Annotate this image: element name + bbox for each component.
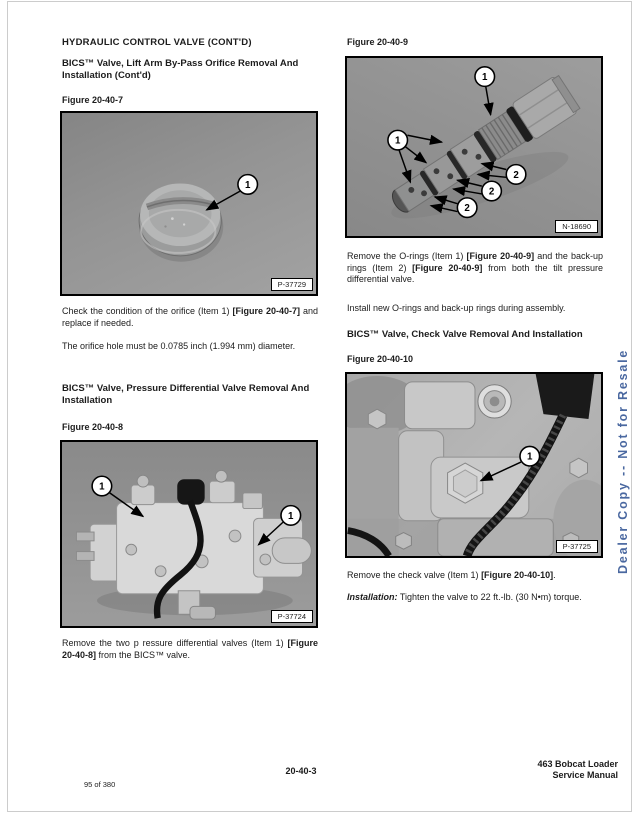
paragraph-install-new-orings: Install new O-rings and back-up rings during assembly.: [347, 303, 566, 313]
top-fitting: [210, 481, 235, 503]
left-stub: [76, 532, 94, 541]
callout-1-left-badge: [92, 476, 112, 496]
callout-2-badge: [506, 165, 526, 185]
text-run: Remove the O-rings (Item 1): [347, 251, 467, 261]
callout-arrow: [486, 86, 491, 114]
hex-bolt: [368, 409, 386, 429]
check-valve-illustration: [347, 374, 601, 556]
svg-text:1: 1: [482, 72, 488, 84]
svg-text:1: 1: [288, 510, 294, 522]
hex-bolt: [215, 470, 227, 482]
hex-bolt: [155, 566, 166, 577]
text-run: Remove the check valve (Item 1): [347, 570, 482, 580]
figure-reference: [Figure 20-40-9]: [466, 251, 535, 261]
figure-9-label: Figure 20-40-9: [347, 37, 409, 47]
figure-7-label: Figure 20-40-7: [62, 95, 124, 105]
svg-text:2: 2: [513, 169, 519, 181]
figure-10-label: Figure 20-40-10: [347, 354, 414, 364]
text-run: and the back-up rings (Item 2): [347, 251, 603, 273]
figure-20-40-7-photo: [60, 111, 318, 296]
text-run: Tighten the valve to 22 ft.-lb. (30 N•m) torque.: [397, 592, 582, 602]
callout-1-badge: [238, 175, 258, 195]
speckle: [183, 223, 185, 225]
orifice-plug-illustration: [62, 113, 316, 294]
svg-text:2: 2: [488, 186, 495, 198]
hex-bolt: [229, 530, 241, 542]
figure-20-40-8-photo: [60, 440, 318, 628]
hex-bolt: [396, 533, 412, 550]
left-stub: [76, 552, 94, 561]
black-connector: [536, 374, 595, 419]
svg-text:1: 1: [99, 481, 105, 493]
paragraph-orifice-diameter: The orifice hole must be 0.0785 inch (1.994 mm) diameter.: [62, 341, 296, 351]
subsection-title-check-valve: BICS™ Valve, Check Valve Removal And Installation: [347, 329, 583, 340]
shiny-fitting-core: [490, 397, 500, 407]
figure-reference: [Figure 20-40-7]: [232, 306, 300, 316]
paragraph-remove-pressure-valves: [62, 638, 318, 661]
text-run: Remove the two p ressure differential valves (Item 1): [62, 638, 288, 648]
subsection-title-bypass-orifice: BICS™ Valve, Lift Arm By-Pass Orifice Removal And Installation (Cont'd): [62, 58, 299, 81]
bics-valve-illustration: [62, 442, 316, 626]
top-fitting: [131, 485, 154, 505]
callout-1-badge: [520, 446, 540, 466]
photo-id-badge: P-37725: [556, 540, 598, 553]
section-heading: HYDRAULIC CONTROL VALVE (CONT'D): [62, 37, 252, 48]
photo-id-badge: N-18690: [555, 220, 598, 233]
paragraph-check-orifice: [62, 306, 318, 329]
footer-page-number: 95 of 380: [84, 780, 116, 789]
photo-id-badge: P-37724: [271, 610, 313, 623]
footer-doc-title: [420, 759, 618, 781]
callout-arrow: [405, 146, 427, 163]
paragraph-installation-torque: [347, 592, 603, 604]
svg-text:1: 1: [244, 179, 251, 191]
valve-main-body: [117, 503, 264, 594]
dealer-copy-watermark: Dealer Copy -- Not for Resale: [616, 348, 630, 574]
figure-20-40-10-photo: [345, 372, 603, 558]
svg-text:1: 1: [527, 451, 533, 463]
subsection-title-pressure-differential: BICS™ Valve, Pressure Differential Valve Removal And Installation: [62, 383, 310, 406]
callout-2-badge: [482, 181, 502, 201]
hex-bolt: [126, 544, 137, 555]
footer-doc-line1: 463 Bobcat Loader: [537, 759, 618, 769]
hex-bolt: [570, 458, 588, 478]
figure-8-label: Figure 20-40-8: [62, 422, 124, 432]
callout-1-left-badge: [388, 130, 408, 150]
text-run: and replace if needed.: [62, 306, 318, 328]
callout-1-right-badge: [281, 506, 301, 526]
photo-id-badge: P-37729: [271, 278, 313, 291]
hex-bolt: [260, 554, 271, 565]
footer-page-code: 20-40-3: [285, 766, 317, 776]
text-run: from the BICS™ valve.: [96, 649, 191, 660]
svg-text:1: 1: [394, 135, 401, 147]
callout-1-top-badge: [475, 67, 495, 87]
paragraph-remove-o-rings: [347, 251, 603, 286]
callout-arrow: [407, 135, 441, 142]
figure-reference: [Figure 20-40-8]: [62, 638, 318, 660]
right-cylinder: [272, 538, 311, 563]
cartridge-valve-illustration: [347, 58, 601, 236]
speckle: [164, 225, 166, 227]
text-run: .: [553, 570, 556, 580]
figure-reference: [Figure 20-40-9]: [412, 262, 483, 273]
bottom-elbow-fitting: [190, 606, 215, 619]
text-run: from both the tilt pressure differential valve.: [347, 262, 603, 284]
footer-doc-line2: Service Manual: [552, 770, 618, 780]
callout-arrow: [399, 149, 411, 182]
svg-text:2: 2: [464, 203, 470, 215]
figure-20-40-9-photo: [345, 56, 603, 238]
figure-reference: [Figure 20-40-10]: [481, 570, 554, 580]
paragraph-remove-check-valve: [347, 570, 603, 582]
text-run: Check the condition of the orifice (Item 1): [62, 306, 233, 316]
top-fitting: [243, 493, 263, 509]
hex-bolt: [137, 475, 149, 487]
cast-boss: [405, 382, 475, 429]
callout-2-badge: [457, 198, 477, 218]
installation-keyword: Installation:: [347, 592, 398, 602]
speckle: [171, 217, 174, 220]
